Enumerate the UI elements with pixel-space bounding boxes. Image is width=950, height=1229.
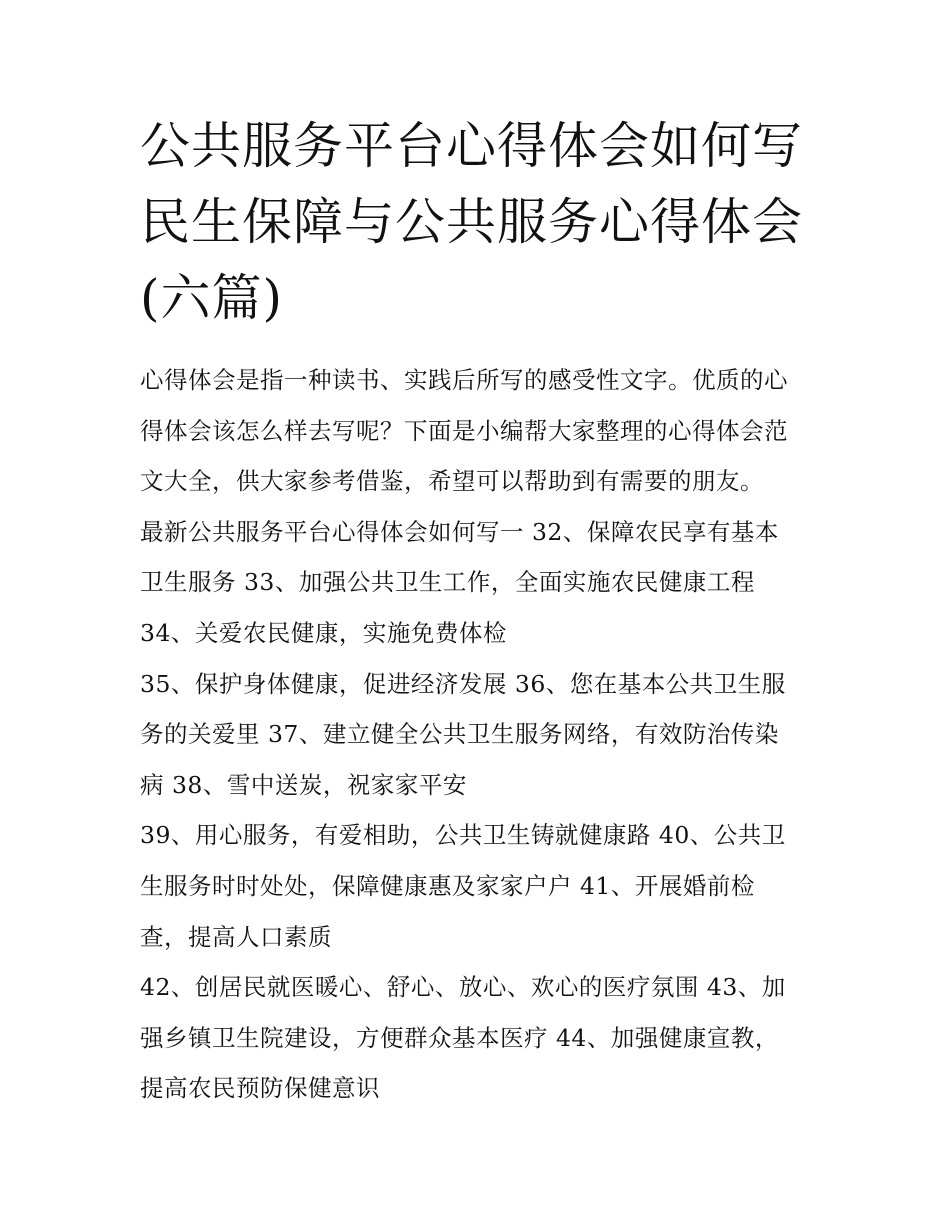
body-line: 生服务时时处处，保障健康惠及家家户户 41、开展婚前检: [140, 871, 755, 900]
body-line: 提高农民预防保健意识: [140, 1074, 380, 1103]
title-line: 民生保障与公共服务心得体会: [140, 193, 803, 251]
body-line: 务的关爱里 37、建立健全公共卫生服务网络，有效防治传染: [140, 720, 779, 749]
body-line: 35、保护身体健康，促进经济发展 36、您在基本公共卫生服: [140, 669, 786, 698]
document-title: [140, 108, 820, 336]
body-line: 卫生服务 33、加强公共卫生工作，全面实施农民健康工程: [140, 568, 755, 597]
body-line: 心得体会是指一种读书、实践后所写的感受性文字。优质的心: [140, 366, 788, 394]
body-line: 查，提高人口素质: [140, 922, 332, 951]
body-line: 病 38、雪中送炭，祝家家平安: [140, 770, 467, 799]
body-line: 强乡镇卫生院建设，方便群众基本医疗 44、加强健康宣教，: [140, 1023, 779, 1052]
body-line: 最新公共服务平台心得体会如何写一 32、保障农民享有基本: [140, 517, 779, 546]
title-line: 公共服务平台心得体会如何写: [140, 117, 803, 175]
body-line: 34、关爱农民健康，实施免费体检: [140, 618, 507, 647]
body-line: 得体会该怎么样去写呢？下面是小编帮大家整理的心得体会范: [140, 416, 788, 445]
body-line: 39、用心服务，有爱相助，公共卫生铸就健康路 40、公共卫: [140, 821, 786, 850]
body-line: 文大全，供大家参考借鉴，希望可以帮助到有需要的朋友。: [140, 467, 764, 496]
title-line: (六篇): [140, 269, 284, 327]
body-line: 42、创居民就医暖心、舒心、放心、欢心的医疗氛围 43、加: [140, 973, 786, 1002]
document-body: [140, 355, 820, 1114]
